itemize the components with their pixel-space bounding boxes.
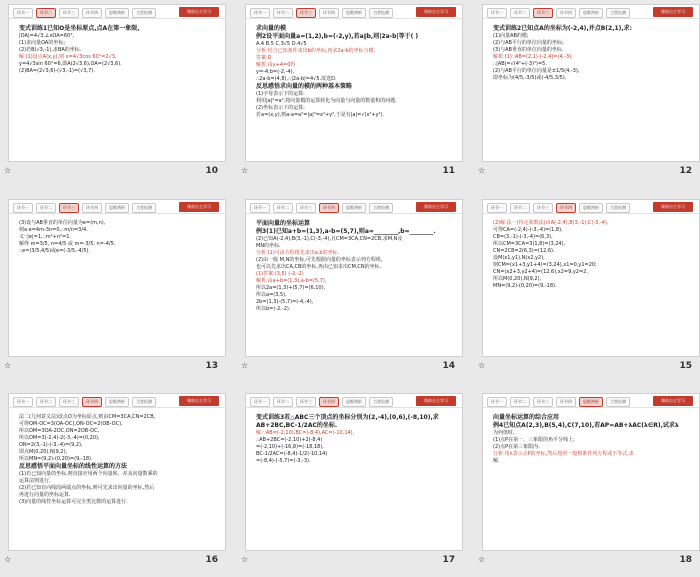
slide-text-line: (2)由一般 M,N的坐标,可先根据向量的坐标表示列方程组, xyxy=(256,257,383,263)
slide-text-line: 变式训练3若△ABC三个顶点的坐标分别为(2,-4),(0,6),(-8,10),求 xyxy=(256,414,439,421)
slide-thumbnail[interactable] xyxy=(474,389,700,573)
slide-tab[interactable]: 环节三 xyxy=(59,397,79,407)
slide-tabs xyxy=(13,203,159,212)
slide-text-line: AB+2BC,BC-1/2AC的坐标. xyxy=(256,422,338,429)
slide-tab[interactable]: 环节一 xyxy=(13,203,33,213)
slide-tabs xyxy=(250,397,396,406)
slide-text-line: CN=(x2+3,y2+4)=(12,6),x2=9,y2=2, xyxy=(493,269,588,275)
slide-nav-bar xyxy=(246,200,462,214)
slide-text-line: 所以CM=3CA=3(1,8)=(3,24), xyxy=(493,241,566,247)
slide-text-line: 若a=(x,y),则a·a=a²=|a|²=x²+y²,于是有|a|=√(x²+y²). xyxy=(256,112,385,118)
slide-text-line: (2)坐标表示下的运算: xyxy=(256,105,305,111)
slide-text-line: ON=2(3,-1)-(-3,-4)=(9,2), xyxy=(19,442,83,448)
slide-tab[interactable]: 思维辨析 xyxy=(105,203,129,213)
section-badge: 课前自主学习 xyxy=(179,202,219,212)
section-badge: 课前自主学习 xyxy=(179,396,219,406)
slide-text-line: ∴|AB|=√(4²+(-3)²)=5. xyxy=(493,61,547,67)
slide-content xyxy=(493,220,691,350)
slide-text-line: 解得 m=3/5, n=4/5 或 m=-3/5, n=-4/5. xyxy=(19,241,116,247)
slide-tabs xyxy=(250,8,396,17)
slide-tab[interactable]: 环节四 xyxy=(319,397,339,407)
slide-thumbnail[interactable] xyxy=(237,389,463,573)
slide-text-line: (1)字母表示下的运算: xyxy=(256,91,305,97)
slide-tab[interactable]: 环节二 xyxy=(273,203,293,213)
slide-text-line: MN=(9,2)-(0,20)=(9,-18). xyxy=(493,283,557,289)
slide-text-line: 分析:结合已知条件求出b的坐标,再求2a-b的坐标与模. xyxy=(256,48,376,54)
slide-text-line: (1)答案:(3,5) (-2,-2) xyxy=(256,271,304,277)
star-outline-icon[interactable]: ☆ xyxy=(4,555,12,564)
slide-footer xyxy=(241,359,463,377)
slide-tab[interactable]: 环节一 xyxy=(250,8,270,18)
slide-tab[interactable]: 当堂检测 xyxy=(606,203,630,213)
slide-canvas xyxy=(482,393,700,551)
slide-tab[interactable]: 环节二 xyxy=(273,397,293,407)
slide-thumbnail[interactable] xyxy=(0,389,226,573)
star-outline-icon[interactable]: ☆ xyxy=(241,555,249,564)
slide-text-line: 变式训练2已知点A的坐标为(-2,4),并点B(2,1),求: xyxy=(493,25,633,32)
slide-tab[interactable]: 当堂检测 xyxy=(369,397,393,407)
slide-tab[interactable]: 环节二 xyxy=(36,8,56,18)
slide-tab[interactable]: 当堂检测 xyxy=(132,8,156,18)
slide-text-line: 即坐标为(4/5,-3/5)或(-4/5,3/5). xyxy=(493,75,567,81)
section-badge: 课前自主学习 xyxy=(416,7,456,17)
slide-content xyxy=(19,414,217,544)
slide-footer xyxy=(241,164,463,182)
slide-canvas xyxy=(245,393,463,551)
star-outline-icon[interactable]: ☆ xyxy=(4,361,12,370)
slide-text-line: 例4已知点A(2,3),B(5,4),C(7,10),若AP=AB+λAC(λ∈R),试求λ xyxy=(493,422,679,429)
slide-text-line: (2)已知A(-2,4),B(3,-1),C(-3,-4),且CM=3CA,CN=2CB,求M,N及 xyxy=(256,236,403,242)
slide-canvas xyxy=(245,4,463,162)
slide-tab[interactable]: 思维辨析 xyxy=(579,8,603,18)
slide-text-line: 2b=(1,3)-(5,7)=(-4,-4), xyxy=(256,299,314,305)
slide-tabs xyxy=(487,397,633,406)
slide-canvas xyxy=(8,4,226,162)
slide-text-line: 所以b=(-2,-2). xyxy=(256,306,291,312)
slide-number: 16 xyxy=(205,555,218,565)
slide-text-line: 解析:由y+4=0得 xyxy=(256,62,296,68)
slide-tab[interactable]: 当堂检测 xyxy=(369,203,393,213)
slide-thumbnail[interactable] xyxy=(0,195,226,379)
slide-text-line: 例2设平面向量a=(1,2),b=(-2,y),若a∥b,则|2a-b|等于( ) xyxy=(256,33,419,40)
slide-tab[interactable]: 环节一 xyxy=(250,203,270,213)
slide-number: 18 xyxy=(679,555,692,565)
slide-content xyxy=(256,25,454,155)
slide-text-line: 所以OM=3OA-2OC,ON=2OB-OC, xyxy=(19,428,100,434)
slide-tab[interactable]: 当堂检测 xyxy=(606,397,630,407)
slide-text-line: (2)解 法一(待定系数法)由A(-2,4),B(3,-1),C(-3,-4), xyxy=(493,220,609,226)
slide-text-line: 平面向量的坐标运算 xyxy=(256,220,311,227)
slide-text-line: (2)若已知有向线段两端点的坐标,则可先求出向量的坐标,然后 xyxy=(19,485,155,491)
slide-tab[interactable]: 环节四 xyxy=(82,397,102,407)
star-outline-icon[interactable]: ☆ xyxy=(241,166,249,175)
slide-number: 10 xyxy=(205,166,218,176)
slide-tab[interactable]: 环节四 xyxy=(82,8,102,18)
slide-tab[interactable]: 环节二 xyxy=(36,203,56,213)
slide-tab[interactable]: 环节三 xyxy=(296,8,316,18)
slide-tab[interactable]: 环节三 xyxy=(533,203,553,213)
slide-number: 13 xyxy=(205,361,218,371)
slide-tab[interactable]: 环节三 xyxy=(533,8,553,18)
slide-tab[interactable]: 环节四 xyxy=(319,8,339,18)
slide-number: 15 xyxy=(679,361,692,371)
slide-text-line: 所以a=(3,5), xyxy=(256,292,287,298)
slide-text-line: CN=2CB=2(6,3)=(12,6). xyxy=(493,248,555,254)
slide-text-line: ∴e=(3/5,4/5)或e=(-3/5,-4/5). xyxy=(19,248,91,254)
slide-text-line: y=4√3sin 60°=6,即A(2√3,6),OA=(2√3,6). xyxy=(19,61,122,67)
slide-text-line: ∴AB+2BC=(-2,10)+2(-8,4) xyxy=(256,437,323,443)
slide-text-line: 答案:D xyxy=(256,55,272,61)
slide-text-line: 可得OM-OC=3(OA-OC),ON-OC=2(OB-OC), xyxy=(19,421,123,427)
slide-content xyxy=(493,25,691,155)
slide-tab[interactable]: 环节三 xyxy=(533,397,553,407)
slide-footer xyxy=(478,164,700,182)
slide-text-line: (2)与AB平行的单位向量是±1/5(4,-3), xyxy=(493,68,580,74)
slide-text-line: 分析:用λ表示点P的坐标,然后按照一般格条件列方程或不等式,求 xyxy=(493,451,634,457)
slide-tab[interactable]: 环节二 xyxy=(36,397,56,407)
slide-tab[interactable]: 环节二 xyxy=(273,8,293,18)
slide-tabs xyxy=(13,397,159,406)
slide-nav-bar xyxy=(483,394,699,408)
slide-thumbnail[interactable] xyxy=(237,0,463,184)
section-badge: 课前自主学习 xyxy=(653,7,693,17)
section-badge: 课前自主学习 xyxy=(416,202,456,212)
slide-tab[interactable]: 环节一 xyxy=(13,8,33,18)
slide-text-line: 则a·e=4m-3n=0,∴m/n=3/4. xyxy=(19,227,88,233)
slide-tab[interactable]: 环节一 xyxy=(487,8,507,18)
slide-nav-bar xyxy=(9,394,225,408)
slide-text-line: 法二(几何意义法)设点O为坐标原点,则由CM=3CA,CN=2CB, xyxy=(19,414,156,420)
slide-tab[interactable]: 环节三 xyxy=(296,203,316,213)
slide-text-line: MN的坐标. xyxy=(256,243,281,249)
slide-text-line: 可得CA=(-2,4)-(-3,-4)=(1,8), xyxy=(493,227,563,233)
slide-text-line: (3)设与AB垂直的单位向量为e=(m,n), xyxy=(19,220,106,226)
slide-number: 11 xyxy=(442,166,455,176)
slide-text-line: 利用|a|²=a²,将向量模的运算转化为向量与向量的数量积的问题. xyxy=(256,98,397,104)
slide-tab[interactable]: 思维辨析 xyxy=(105,397,129,407)
slide-canvas xyxy=(245,199,463,357)
slide-tab[interactable]: 环节四 xyxy=(82,203,102,213)
slide-content xyxy=(19,220,217,350)
slide-tabs xyxy=(487,8,633,17)
slide-text-line: 则CM=(x1+3,y1+4)=(3,24),x1=0,y1=20; xyxy=(493,262,597,268)
slide-number: 14 xyxy=(442,361,455,371)
slide-text-line: 运算法则进行. xyxy=(19,478,51,484)
slide-content xyxy=(19,25,217,155)
slide-content xyxy=(256,414,454,544)
slide-text-line: 解:∵AB=(-2,10),BC=(-8,4),AC=(-10,14), xyxy=(256,430,355,436)
slide-tab[interactable]: 思维辨析 xyxy=(342,8,366,18)
slide-text-line: 所以M(0,20),N(9,2), xyxy=(493,276,542,282)
slide-text-line: 例3(1)已知a+b=(1,3),a-b=(5,7),则a=________,b=________. xyxy=(256,228,436,235)
slide-text-line: (3)向量的线性坐标运算可完全类比数的运算进行. xyxy=(19,499,128,505)
slide-content xyxy=(493,414,691,544)
slide-tab[interactable]: 环节四 xyxy=(556,203,576,213)
slide-tabs xyxy=(13,8,159,17)
slide-tab[interactable]: 环节一 xyxy=(487,203,507,213)
slide-text-line: (2)与AB平行的单位向量的坐标; xyxy=(493,40,564,46)
slide-tabs xyxy=(250,203,396,212)
slide-canvas xyxy=(482,199,700,357)
slide-thumbnail[interactable] xyxy=(237,195,463,379)
slide-tab[interactable]: 环节四 xyxy=(556,8,576,18)
slide-text-line: y=-4,b=(-2,-4), xyxy=(256,69,295,75)
slide-thumbnail[interactable] xyxy=(474,195,700,379)
slide-nav-bar xyxy=(9,5,225,19)
slide-text-line: 又∵|e|=1,∴m²+n²=1. xyxy=(19,234,71,240)
slide-text-line: (2)BA=(2√3,6)-(√3,-1)=(√3,7). xyxy=(19,68,95,74)
section-badge: 课前自主学习 xyxy=(653,202,693,212)
slide-text-line: 解. xyxy=(493,458,500,464)
slide-canvas xyxy=(8,393,226,551)
slide-text-line: ∴2a-b=(4,8),∴|2a-b|=4√5.故选D. xyxy=(256,76,337,82)
slide-tab[interactable]: 环节四 xyxy=(319,203,339,213)
slide-text-line: 反思感悟平面向量坐标的线性运算的方法 xyxy=(19,463,128,470)
slide-text-line: BC-1/2AC=(-8,4)-1/2(-10,14) xyxy=(256,451,328,457)
slide-canvas xyxy=(482,4,700,162)
slide-thumbnail[interactable] xyxy=(474,0,700,184)
slide-tab[interactable]: 当堂检测 xyxy=(369,8,393,18)
section-badge: 课前自主学习 xyxy=(653,396,693,406)
star-outline-icon[interactable]: ☆ xyxy=(478,361,486,370)
slide-nav-bar xyxy=(246,5,462,19)
slide-tab[interactable]: 环节三 xyxy=(59,203,79,213)
slide-tab[interactable]: 环节四 xyxy=(556,397,576,407)
slide-nav-bar xyxy=(246,394,462,408)
slide-text-line: 变式训练1已知O是坐标原点,点A在第一象限, xyxy=(19,25,140,32)
slide-footer xyxy=(4,553,226,571)
slide-tab[interactable]: 思维辨析 xyxy=(342,397,366,407)
slide-text-line: =(-8,4)-(-5,7)=(-3,-3). xyxy=(256,458,311,464)
slide-text-line: 也可以先求出CA,CB的坐标,再由已知求出CM,CN的坐标. xyxy=(256,264,382,270)
slide-text-line: (2)若B(√3,-1),求BA的坐标. xyxy=(19,47,82,53)
slide-text-line: 解 (1)设点A(x,y),则 x=4√3cos 60°=2√3, xyxy=(19,54,117,60)
section-badge: 课前自主学习 xyxy=(416,396,456,406)
slide-tab[interactable]: 环节三 xyxy=(296,397,316,407)
slide-nav-bar xyxy=(483,200,699,214)
slide-nav-bar xyxy=(483,5,699,19)
slide-tab[interactable]: 当堂检测 xyxy=(132,397,156,407)
slide-tab[interactable]: 思维辨析 xyxy=(342,203,366,213)
slide-text-line: 反思感悟求向量的模的两种基本策略 xyxy=(256,83,353,90)
slide-number: 12 xyxy=(679,166,692,176)
slide-tab[interactable]: 思维辨析 xyxy=(579,397,603,407)
slide-text-line: 所以OM=3(-2,4)-2(-3,-4)=(0,20), xyxy=(19,435,100,441)
slide-text-line: 解析:(1)∵AB=(2,1)-(-2,4)=(4,-3), xyxy=(493,54,573,60)
slide-footer xyxy=(478,359,700,377)
slide-text-line: (2)点P在第三象限内. xyxy=(493,444,540,450)
slide-tab[interactable]: 当堂检测 xyxy=(132,203,156,213)
slide-tab[interactable]: 环节二 xyxy=(510,397,530,407)
slide-footer xyxy=(4,359,226,377)
slide-text-line: (1)向量AB的模; xyxy=(493,33,529,39)
slide-text-line: 分析:(1)可由方程组先求出a,b的坐标. xyxy=(256,250,340,256)
slide-text-line: 所以2a=(1,3)+(5,7)=(6,10), xyxy=(256,285,326,291)
slide-tab[interactable]: 环节二 xyxy=(510,8,530,18)
slide-tab[interactable]: 环节一 xyxy=(13,397,33,407)
slide-tab[interactable]: 环节二 xyxy=(510,203,530,213)
slide-text-line: A.4 B.5 C.3√5 D.4√5 xyxy=(256,41,307,47)
slide-footer xyxy=(478,553,700,571)
slide-text-line: =(-2,10)+(-16,8)=(-18,18), xyxy=(256,444,324,450)
star-outline-icon[interactable]: ☆ xyxy=(478,166,486,175)
star-outline-icon[interactable]: ☆ xyxy=(241,361,249,370)
slide-tab[interactable]: 当堂检测 xyxy=(606,8,630,18)
slide-text-line: (1)求向量OA的坐标; xyxy=(19,40,66,46)
slide-text-line: (3)与AB垂直的单位向量的坐标. xyxy=(493,47,564,53)
slide-tab[interactable]: 环节三 xyxy=(59,8,79,18)
slide-tab[interactable]: 思维辨析 xyxy=(579,203,603,213)
slide-thumbnail[interactable] xyxy=(0,0,226,184)
slide-tab[interactable]: 思维辨析 xyxy=(105,8,129,18)
slide-text-line: 解析:由a+b=(1,3),a-b=(5,7), xyxy=(256,278,327,284)
slide-text-line: 设M(x1,y1),N(x2,y2), xyxy=(493,255,545,261)
slide-nav-bar xyxy=(9,200,225,214)
slide-text-line: 求向量的模 xyxy=(256,25,287,32)
slide-content xyxy=(256,220,454,350)
slide-footer xyxy=(4,164,226,182)
slide-text-line: 为何值时, xyxy=(493,430,515,436)
slide-text-line: 向量坐标运算的综合应用 xyxy=(493,414,560,421)
slide-footer xyxy=(241,553,463,571)
slide-text-line: |OA|=4√3,∠xOA=60°, xyxy=(19,33,75,39)
slide-tabs xyxy=(487,203,633,212)
slide-text-line: 再进行向量的坐标运算. xyxy=(19,492,71,498)
slide-text-line: CB=(3,-1)-(-3,-4)=(6,3), xyxy=(493,234,553,240)
slide-text-line: (1)点P在第一、三象限的角平分线上; xyxy=(493,437,575,443)
slide-text-line: 所以MN=(9,2)-(0,20)=(9,-18). xyxy=(19,456,93,462)
slide-tab[interactable]: 环节一 xyxy=(250,397,270,407)
star-outline-icon[interactable]: ☆ xyxy=(4,166,12,175)
slide-number: 17 xyxy=(442,555,455,565)
star-outline-icon[interactable]: ☆ xyxy=(478,555,486,564)
slide-text-line: (1)若已知向量的坐标,则直接应用两个向量和、差及向量数乘的 xyxy=(19,471,158,477)
slide-canvas xyxy=(8,199,226,357)
section-badge: 课前自主学习 xyxy=(179,7,219,17)
slide-text-line: 即点M(0,20),N(9,2), xyxy=(19,449,68,455)
slide-tab[interactable]: 环节一 xyxy=(487,397,507,407)
